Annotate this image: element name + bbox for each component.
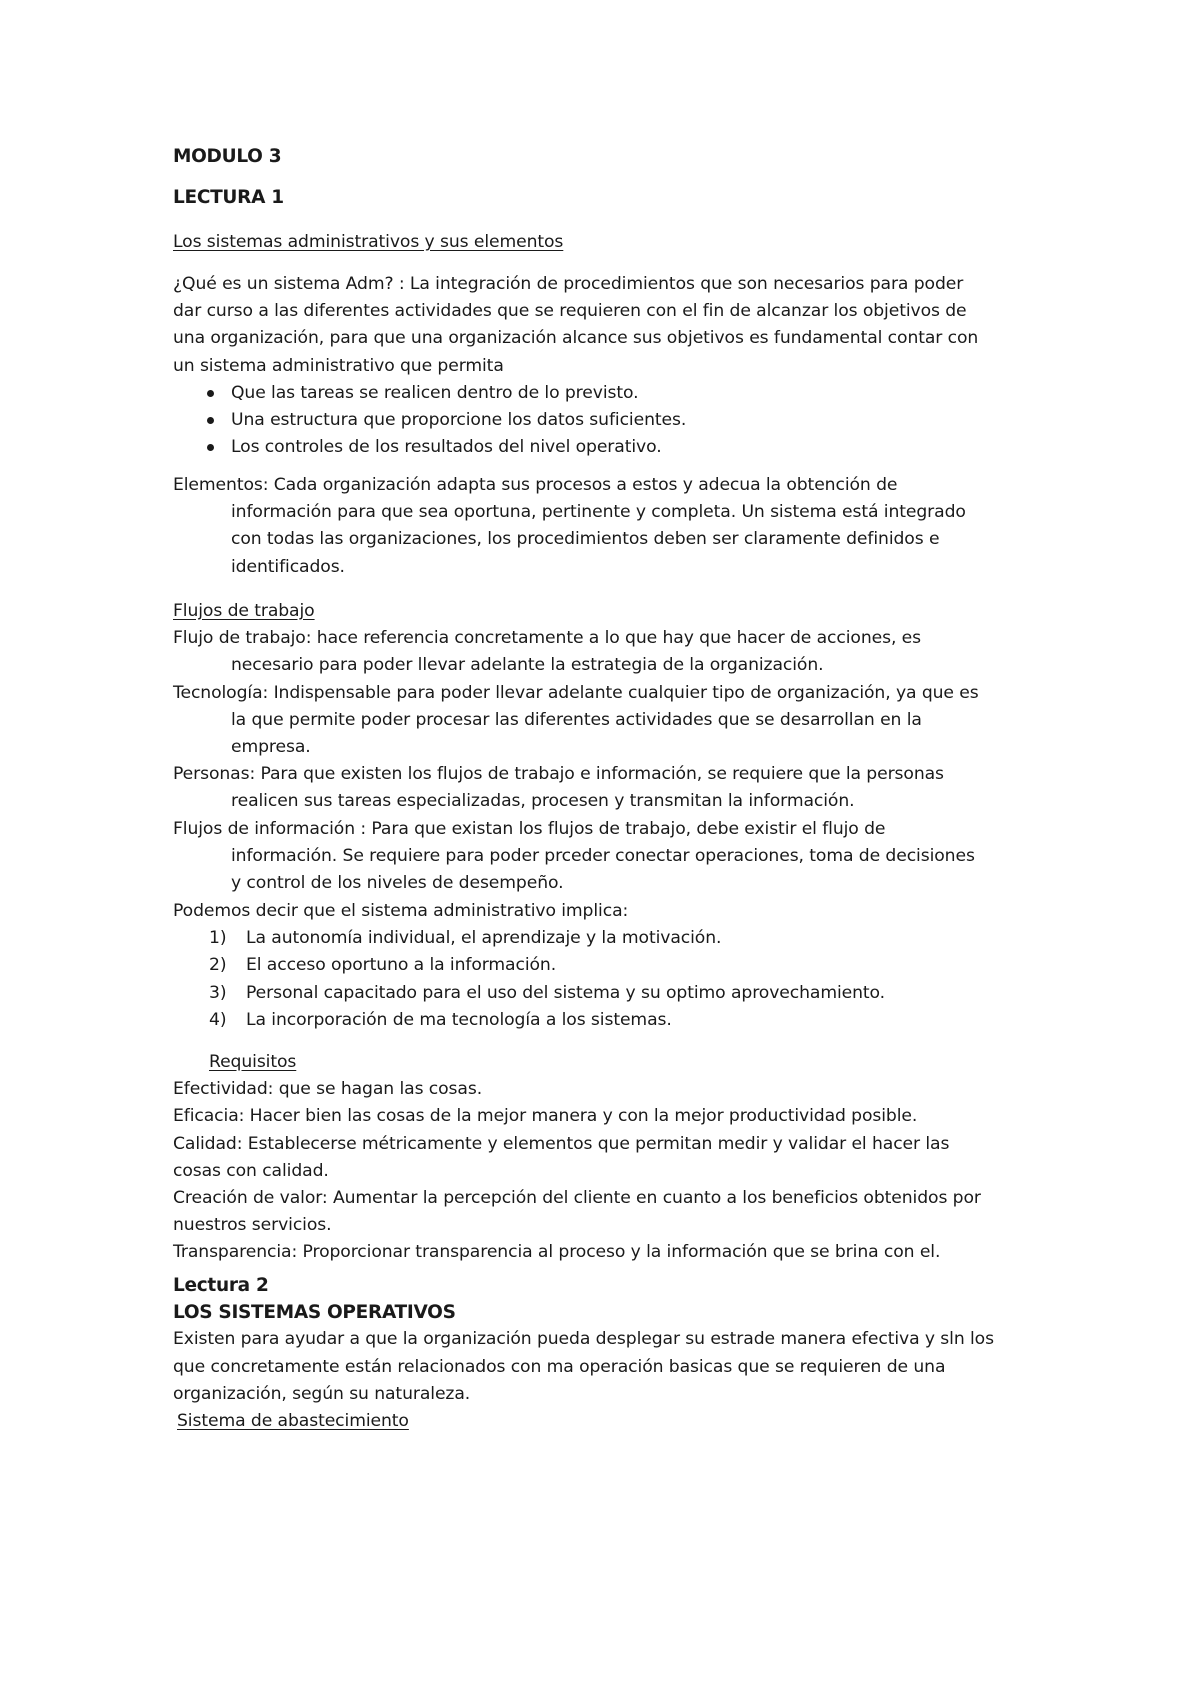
item-number: 3) bbox=[209, 982, 227, 1003]
bullet-dot-icon bbox=[207, 444, 214, 451]
requisitos-line: Efectividad: que se hagan las cosas. bbox=[173, 1079, 483, 1100]
intro-line-1 bbox=[173, 271, 1053, 298]
bullet-dot-icon bbox=[207, 390, 214, 397]
bullet-text: Una estructura que proporcione los datos suficientes. bbox=[231, 410, 687, 431]
item-number: 2) bbox=[209, 955, 227, 976]
lectura-2-line: organización, según su naturaleza. bbox=[173, 1383, 471, 1404]
requisitos-line: Calidad: Establecerse métricamente y elementos que permitan medir y validar el hacer las bbox=[173, 1133, 950, 1154]
flujos-line: empresa. bbox=[231, 737, 311, 758]
sistemas-heading-text: Los sistemas administrativos y sus elementos bbox=[173, 232, 564, 252]
flujos-line: información. Se requiere para poder prceder conectar operaciones, toma de decisiones bbox=[231, 845, 975, 866]
lectura-2-line: que concretamente están relacionados con ma operación basicas que se requieren de una bbox=[173, 1356, 946, 1377]
flujos-line: Personas: Para que existen los flujos de trabajo e información, se requiere que la personas bbox=[173, 764, 944, 785]
elementos-paragraph bbox=[173, 472, 1053, 581]
section-heading-sistemas bbox=[173, 229, 1053, 256]
intro-question: ¿Qué es un sistema Adm? bbox=[173, 274, 399, 294]
item-text: El acceso oportuno a la información. bbox=[246, 955, 557, 976]
numbered-item bbox=[173, 952, 1053, 979]
bullet-text: Que las tareas se realicen dentro de lo previsto. bbox=[231, 382, 639, 403]
elementos-line: información para que sea oportuna, pertinente y completa. Un sistema está integrado bbox=[231, 502, 966, 523]
flujos-line: y control de los niveles de desempeño. bbox=[231, 873, 564, 894]
bullet-dot-icon bbox=[207, 417, 214, 424]
bullet-text: Los controles de los resultados del nivel operativo. bbox=[231, 437, 662, 458]
lecture-2-subtitle: LOS SISTEMAS OPERATIVOS bbox=[173, 1302, 456, 1324]
flujos-section bbox=[173, 598, 1053, 897]
numbered-item bbox=[173, 925, 1053, 952]
item-number: 1) bbox=[209, 928, 227, 949]
elementos-line: Elementos: Cada organización adapta sus procesos a estos y adecua la obtención de bbox=[173, 475, 898, 495]
abastecimiento-heading bbox=[173, 1408, 1053, 1435]
module-title: MODULO 3 bbox=[173, 146, 282, 167]
bullet-item bbox=[173, 380, 1053, 407]
implica-intro: Podemos decir que el sistema administrativo implica: bbox=[173, 901, 629, 921]
lectura-2-line: Existen para ayudar a que la organización pueda desplegar su estrade manera efectiva y sln los bbox=[173, 1329, 994, 1350]
requisitos-line: Creación de valor: Aumentar la percepción del cliente en cuanto a los beneficios obtenidos por bbox=[173, 1188, 981, 1209]
intro-line-2: dar curso a las diferentes actividades que se requieren con el fin de alcanzar los objetivos de bbox=[173, 301, 967, 322]
elementos-line: identificados. bbox=[231, 556, 345, 577]
bullet-item bbox=[173, 407, 1053, 434]
requisitos-line: Transparencia: Proporcionar transparencia al proceso y la información que se brina con el. bbox=[173, 1242, 941, 1263]
numbered-item bbox=[173, 980, 1053, 1007]
numbered-item bbox=[173, 1007, 1053, 1034]
flujos-line: la que permite poder procesar las diferentes actividades que se desarrollan en la bbox=[231, 709, 922, 730]
elementos-line: con todas las organizaciones, los procedimientos deben ser claramente definidos e bbox=[231, 529, 940, 550]
implica-section bbox=[173, 898, 1053, 1034]
bullet-item bbox=[173, 434, 1053, 461]
item-text: Personal capacitado para el uso del sistema y su optimo aprovechamiento. bbox=[246, 982, 886, 1003]
item-text: La incorporación de ma tecnología a los sistemas. bbox=[246, 1009, 672, 1030]
requisitos-line: Eficacia: Hacer bien las cosas de la mejor manera y con la mejor productividad posible. bbox=[173, 1106, 918, 1127]
intro-text-1: : La integración de procedimientos que son necesarios para poder bbox=[398, 274, 964, 294]
requisitos-line: cosas con calidad. bbox=[173, 1160, 329, 1181]
intro-line-3: una organización, para que una organización alcance sus objetivos es fundamental contar con bbox=[173, 328, 979, 349]
lecture-1-title bbox=[173, 184, 1053, 211]
intro-line-4: un sistema administrativo que permita bbox=[173, 355, 504, 376]
flujos-line: necesario para poder llevar adelante la estrategia de la organización. bbox=[231, 655, 824, 676]
abastecimiento-heading-text: Sistema de abastecimiento bbox=[177, 1411, 409, 1432]
item-number: 4) bbox=[209, 1009, 227, 1030]
flujos-line: realicen sus tareas especializadas, procesen y transmitan la información. bbox=[231, 791, 855, 812]
flujos-line: Flujo de trabajo: hace referencia concretamente a lo que hay que hacer de acciones, es bbox=[173, 628, 922, 649]
requisitos-section bbox=[173, 1049, 1053, 1267]
intro-paragraph bbox=[173, 271, 1053, 461]
flujos-line: Tecnología: Indispensable para poder llevar adelante cualquier tipo de organización, ya que es bbox=[173, 682, 979, 703]
requisitos-heading bbox=[173, 1049, 1053, 1076]
flujos-heading-text: Flujos de trabajo bbox=[173, 601, 315, 621]
flujos-line: Flujos de información : Para que existan los flujos de trabajo, debe existir el flujo de bbox=[173, 818, 886, 839]
lecture-1-label: LECTURA 1 bbox=[173, 187, 284, 208]
requisitos-heading-text: Requisitos bbox=[209, 1052, 297, 1072]
lecture-2-title: Lectura 2 bbox=[173, 1275, 269, 1296]
flujos-heading bbox=[173, 598, 1053, 625]
requisitos-line: nuestros servicios. bbox=[173, 1215, 332, 1236]
lectura-2-section bbox=[173, 1272, 1053, 1435]
item-text: La autonomía individual, el aprendizaje y la motivación. bbox=[246, 928, 722, 949]
